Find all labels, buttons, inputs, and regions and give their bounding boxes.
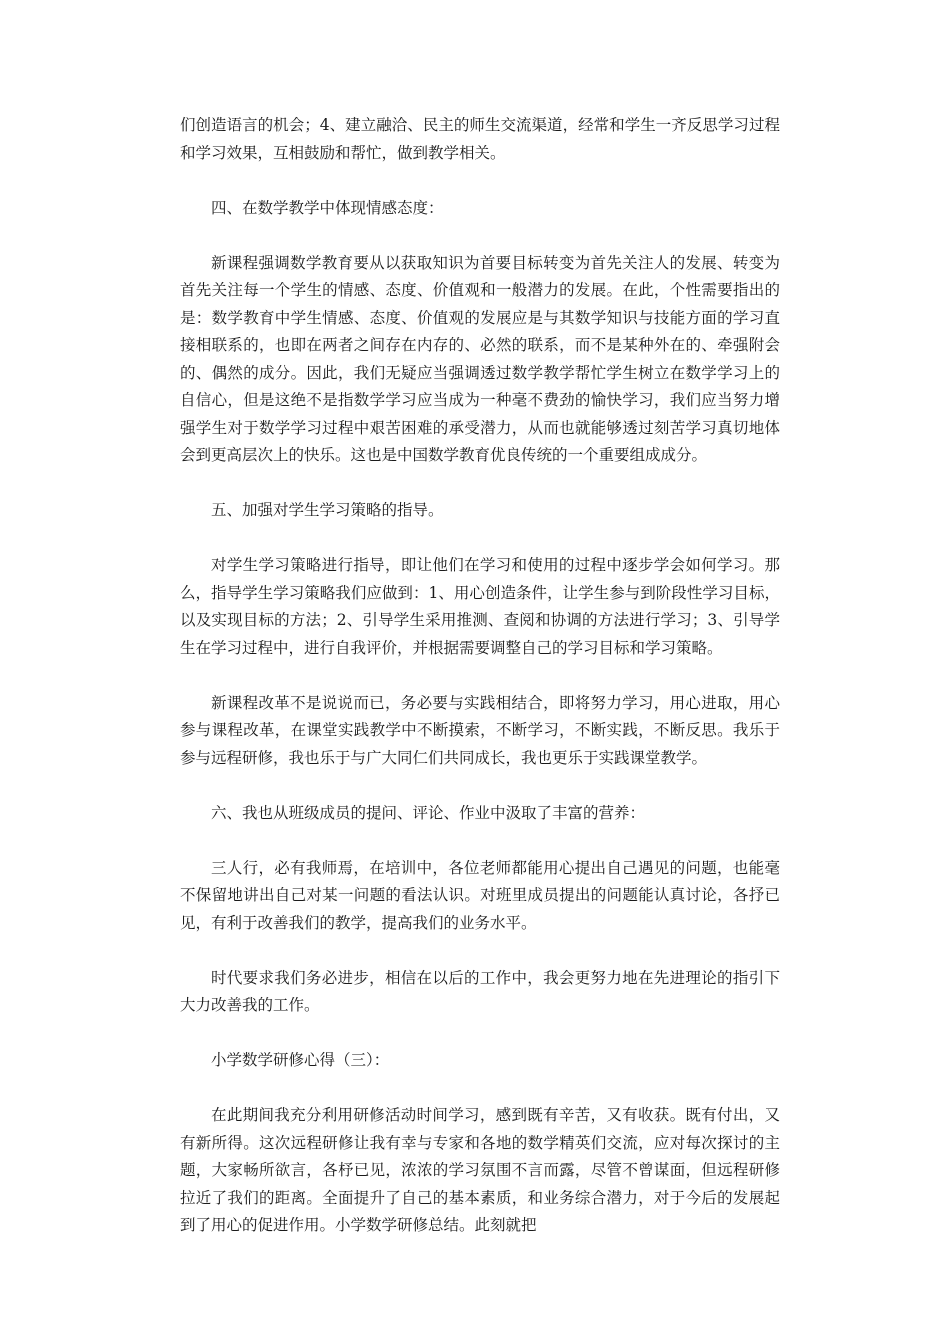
paragraph-emotion-attitude: 新课程强调数学教育要从以获取知识为首要目标转变为首先关注人的发展、转变为首先关注每一个学生的情感、态度、价值观和一般潜力的发展。在此，个性需要指出的是：数学教育中学生情感、态度、价值观的发展应是与其数学知识与技能方面的学习直接相联系的，也即在两者之间存在内存的、必然的联系，而不是某种外在的、牵强附会的、偶然的成分。因此，我们无疑应当强调透过数学教学帮忙学生树立在数学学习上的自信心，但是这绝不是指数学学习应当成为一种毫不费劲的愉快学习，我们应当努力增强学生对于数学学习过程中艰苦困难的承受潜力，从而也就能够透过刻苦学习真切地体会到更高层次上的快乐。这也是中国数学教育优良传统的一个重要组成成分。 — [180, 253, 780, 464]
document-body — [180, 112, 780, 1267]
paragraph-continuation: 们创造语言的机会；4、建立融洽、民主的师生交流渠道，经常和学生一齐反思学习过程和学习效果，互相鼓励和帮忙，做到教学相关。 — [180, 116, 780, 162]
paragraph-curriculum-reform: 新课程改革不是说说而已，务必要与实践相结合，即将努力学习，用心进取，用心参与课程改革，在课堂实践教学中不断摸索，不断学习，不断实践，不断反思。我乐于参与远程研修，我也乐于与广大同仁们共同成长，我也更乐于实践课堂教学。 — [180, 693, 780, 767]
section-heading-5: 五、加强对学生学习策略的指导。 — [211, 501, 444, 519]
section-heading-reflection-3: 小学数学研修心得（三）： — [211, 1051, 390, 1069]
section-heading-4: 四、在数学教学中体现情感态度： — [211, 198, 444, 217]
paragraph-study-period: 在此期间我充分利用研修活动时间学习，感到既有辛苦，又有收获。既有付出，又有新所得。这次远程研修让我有幸与专家和各地的数学精英们交流，应对每次探讨的主题，大家畅所欲言，各杼已见，浓浓的学习氛围不言而露，尽管不曾谋面，但远程研修拉近了我们的距离。全面提升了自己的基本素质，和业务综合潜力，对于今后的发展起到了用心的促进作用。小学数学研修总结。此刻就把 — [180, 1106, 780, 1234]
section-heading-6: 六、我也从班级成员的提问、评论、作业中汲取了丰富的营养： — [211, 803, 646, 822]
paragraph-three-people: 三人行，必有我师焉，在培训中，各位老师都能用心提出自己遇见的问题，也能毫不保留地讲出自己对某一问题的看法认识。对班里成员提出的问题能认真讨论，各抒已见，有利于改善我们的教学，提高我们的业务水平。 — [180, 858, 780, 932]
paragraph-learning-strategy: 对学生学习策略进行指导，即让他们在学习和使用的过程中逐步学会如何学习。那么，指导学生学习策略我们应做到：1、用心创造条件，让学生参与到阶段性学习目标，以及实现目标的方法；2、引导学生采用推测、查阅和协调的方法进行学习；3、引导学生在学习过程中，进行自我评价，并根据需要调整自己的学习目标和学习策略。 — [180, 556, 780, 657]
paragraph-progress: 时代要求我们务必进步，相信在以后的工作中，我会更努力地在先进理论的指引下大力改善我的工作。 — [180, 968, 780, 1014]
